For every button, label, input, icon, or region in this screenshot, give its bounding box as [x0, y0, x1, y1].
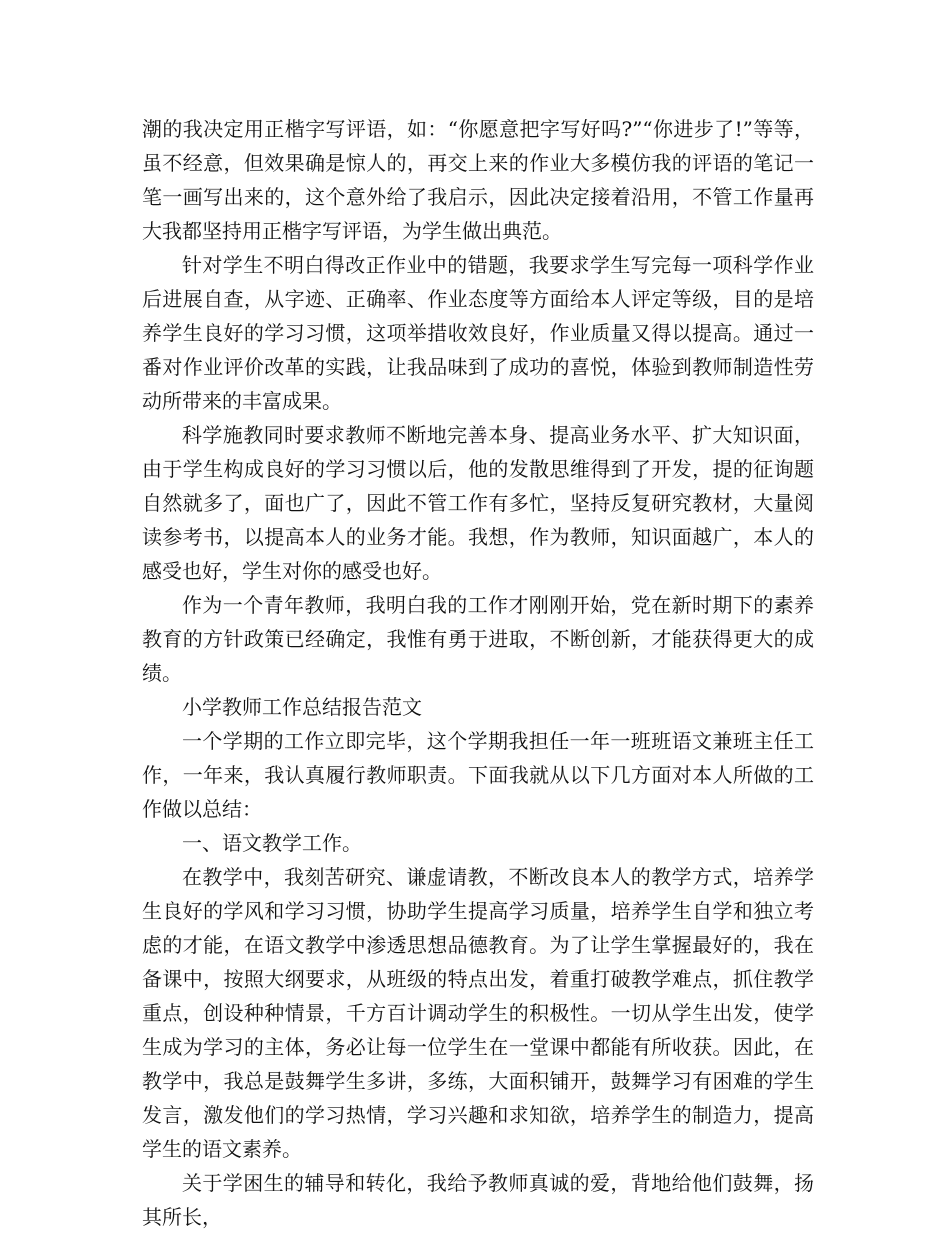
paragraph-7: 关于学困生的辅导和转化，我给予教师真诚的爱，背地给他们鼓舞，扬其所长，: [142, 1171, 814, 1229]
subsection-title: 一、语文教学工作。: [182, 831, 362, 855]
paragraph-3: 科学施教同时要求教师不断地完善本身、提高业务水平、扩大知识面，由于学生构成良好的学习习惯以后，他的发散思维得到了开发，提的征询题自然就多了，面也广了，因此不管工作有多忙，坚持反复研究教材，大量阅读参考书，以提高本人的业务才能。我想，作为教师，知识面越广，本人的感受也好，学生对你的感受也好。: [142, 423, 814, 583]
paragraph-1: 潮的我决定用正楷字写评语，如：“你愿意把字写好吗?”“你进步了!”等等，虽不经意，但效果确是惊人的，再交上来的作业大多模仿我的评语的笔记一笔一画写出来的，这个意外给了我启示，因此决定接着沿用，不管工作量再大我都坚持用正楷字写评语，为学生做出典范。: [142, 117, 814, 243]
section-title: 小学教师工作总结报告范文: [182, 695, 422, 719]
paragraph-5: 一个学期的工作立即完毕，这个学期我担任一年一班班语文兼班主任工作，一年来，我认真履行教师职责。下面我就从以下几方面对本人所做的工作做以总结：: [142, 729, 814, 821]
paragraph-6: 在教学中，我刻苦研究、谦虚请教，不断改良本人的教学方式，培养学生良好的学风和学习习惯，协助学生提高学习质量，培养学生自学和独立考虑的才能，在语文教学中渗透思想品德教育。为了让学生掌握最好的，我在备课中，按照大纲要求，从班级的特点出发，着重打破教学难点，抓住教学重点，创设种种情景，千方百计调动学生的积极性。一切从学生出发，使学生成为学习的主体，务必让每一位学生在一堂课中都能有所收获。因此，在教学中，我总是鼓舞学生多讲，多练，大面积铺开，鼓舞学习有困难的学生发言，激发他们的学习热情，学习兴趣和求知欲，培养学生的制造力，提高学生的语文素养。: [142, 865, 814, 1161]
paragraph-4: 作为一个青年教师，我明白我的工作才刚刚开始，党在新时期下的素养教育的方针政策已经确定，我惟有勇于进取，不断创新，才能获得更大的成绩。: [142, 593, 814, 685]
document-page: [142, 112, 814, 1234]
paragraph-2: 针对学生不明白得改正作业中的错题，我要求学生写完每一项科学作业后进展自查，从字迹、正确率、作业态度等方面给本人评定等级，目的是培养学生良好的学习习惯，这项举措收效良好，作业质量又得以提高。通过一番对作业评价改革的实践，让我品味到了成功的喜悦，体验到教师制造性劳动所带来的丰富成果。: [142, 253, 814, 413]
